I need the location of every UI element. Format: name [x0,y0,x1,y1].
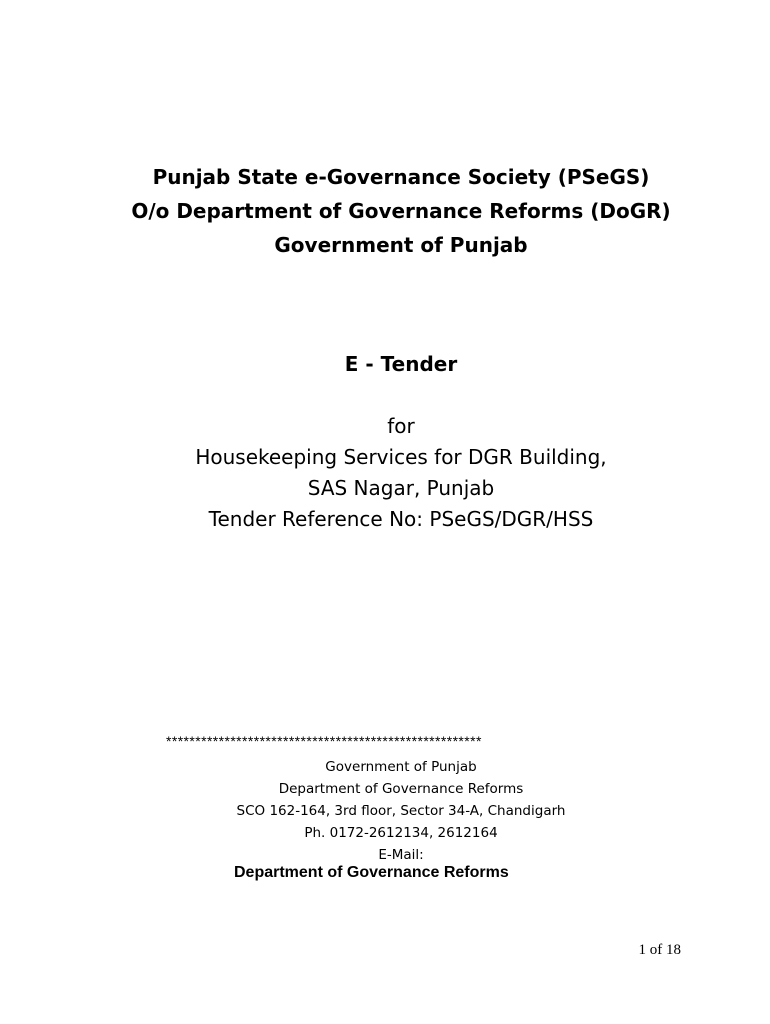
header-line-society: Punjab State e-Governance Society (PSeGS) [152,165,650,189]
page-number: 1 of 18 [638,942,681,958]
address-street: SCO 162-164, 3rd floor, Sector 34-A, Chandigarh [236,803,566,819]
tender-for-label: for [387,414,415,438]
tender-description [0,411,770,535]
tender-subject-line1: Housekeeping Services for DGR Building, [195,445,607,469]
separator-line: ****************************************************** [166,733,482,749]
header-line-government: Government of Punjab [274,233,528,257]
tender-reference: Tender Reference No: PSeGS/DGR/HSS [208,507,594,531]
address-department: Department of Governance Reforms [278,781,524,797]
address-phone: Ph. 0172-2612134, 2612164 [304,825,498,841]
header-line-department: O/o Department of Governance Reforms (DoGR) [131,199,671,223]
tender-title: E - Tender [344,352,458,376]
address-email-label: E-Mail: [378,847,424,863]
footer-department: Department of Governance Reforms [234,864,509,881]
organization-header [0,160,770,262]
tender-subject-line2: SAS Nagar, Punjab [307,476,495,500]
address-block [0,756,770,866]
address-government: Government of Punjab [325,759,477,775]
